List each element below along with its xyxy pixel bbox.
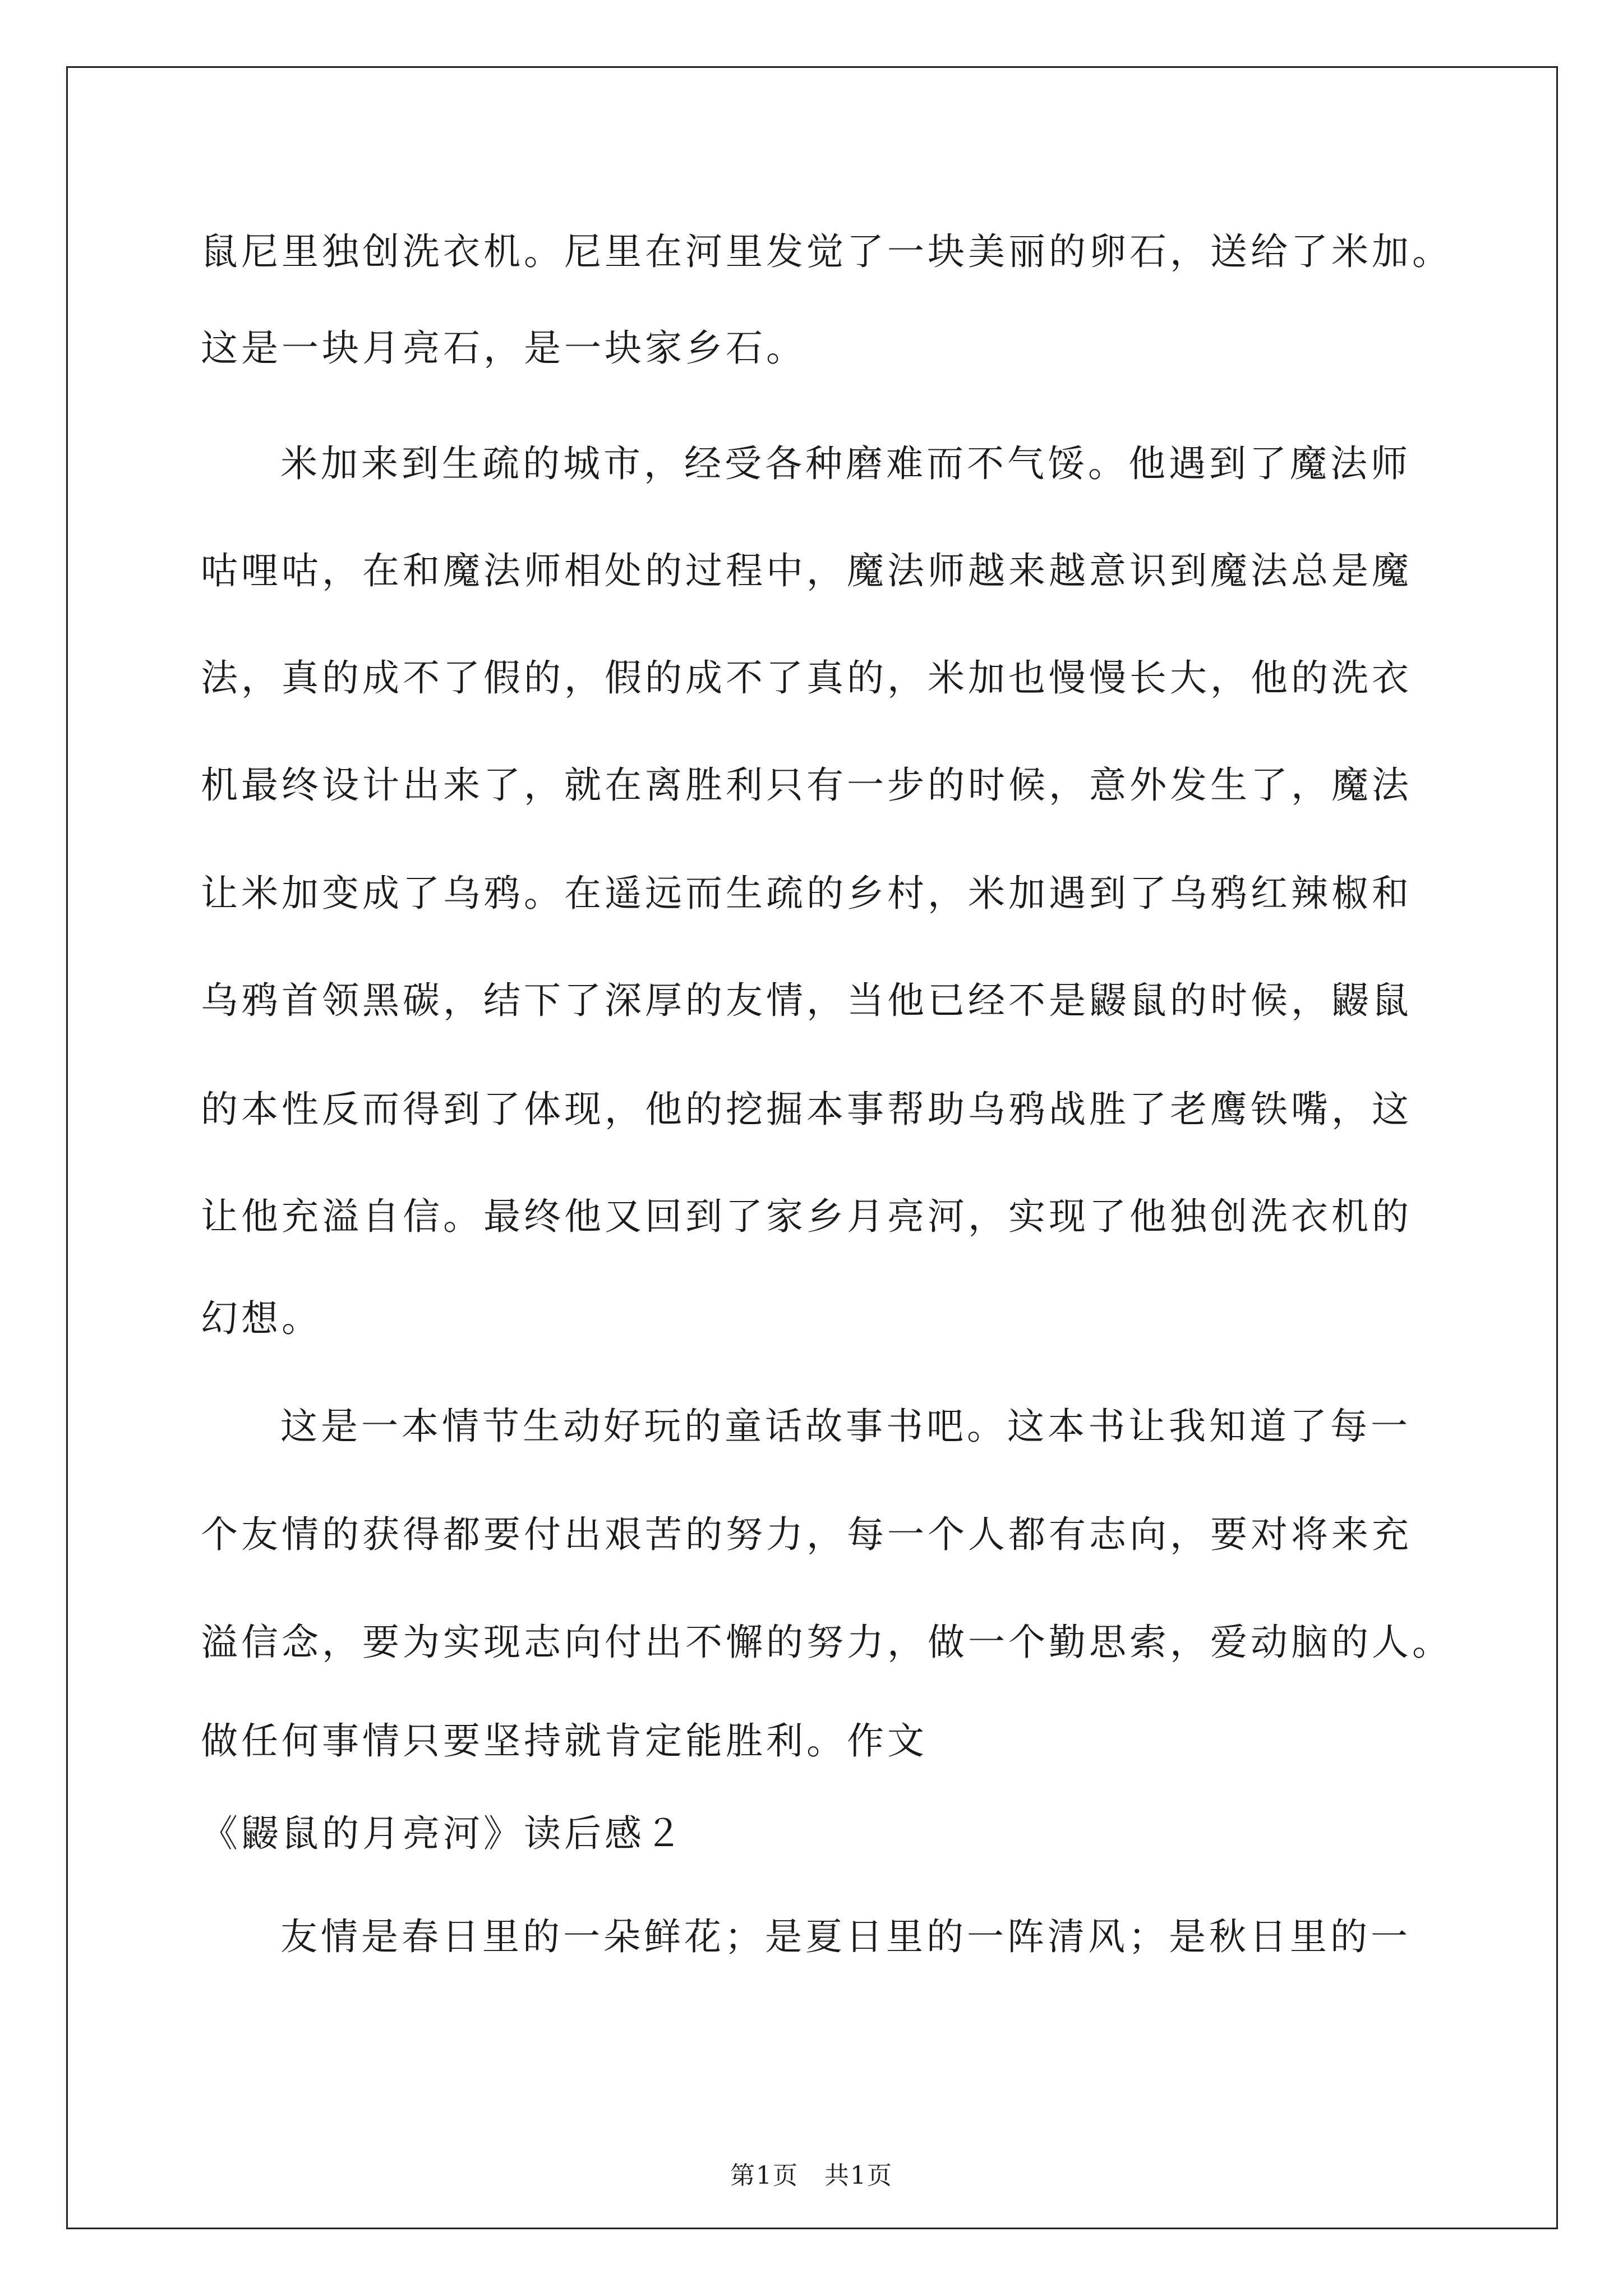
- text-line: 法，真的成不了假的，假的成不了真的，米加也慢慢长大，他的洗衣: [201, 656, 1412, 700]
- text-line: 咕哩咕，在和魔法师相处的过程中，魔法师越来越意识到魔法总是魔: [201, 549, 1412, 592]
- page-border: [66, 66, 1558, 2229]
- text-line: 让他充溢自信。最终他又回到了家乡月亮河，实现了他独创洗衣机的: [201, 1195, 1412, 1238]
- text-line: 做任何事情只要坚持就肯定能胜利。作文: [201, 1719, 928, 1763]
- text-line: 乌鸦首领黑碳，结下了深厚的友情，当他已经不是鼹鼠的时候，鼹鼠: [201, 979, 1412, 1022]
- text-line: 机最终设计出来了，就在离胜利只有一步的时候，意外发生了，魔法: [201, 763, 1412, 807]
- page-footer: 第1页 共1页: [730, 2161, 893, 2190]
- text-line: 溢信念，要为实现志向付出不懈的努力，做一个勤思索，爱动脑的人。: [201, 1621, 1453, 1664]
- text-line: 鼠尼里独创洗衣机。尼里在河里发觉了一块美丽的卵石，送给了米加。: [201, 230, 1453, 273]
- text-line: 这是一本情节生动好玩的童话故事书吧。这本书让我知道了每一: [280, 1405, 1411, 1448]
- text-line: 米加来到生疏的城市，经受各种磨难而不气馁。他遇到了魔法师: [280, 442, 1411, 485]
- text-line: 幻想。: [201, 1297, 322, 1340]
- text-line: 友情是春日里的一朵鲜花；是夏日里的一阵清风；是秋日里的一: [280, 1915, 1411, 1958]
- section-heading: 《鼹鼠的月亮河》读后感２: [201, 1812, 685, 1855]
- text-line: 个友情的获得都要付出艰苦的努力，每一个人都有志向，要对将来充: [201, 1513, 1412, 1556]
- text-line: 这是一块月亮石，是一块家乡石。: [201, 326, 806, 370]
- text-line: 让米加变成了乌鸦。在遥远而生疏的乡村，米加遇到了乌鸦红辣椒和: [201, 872, 1412, 915]
- text-line: 的本性反而得到了体现，他的挖掘本事帮助乌鸦战胜了老鹰铁嘴，这: [201, 1088, 1412, 1131]
